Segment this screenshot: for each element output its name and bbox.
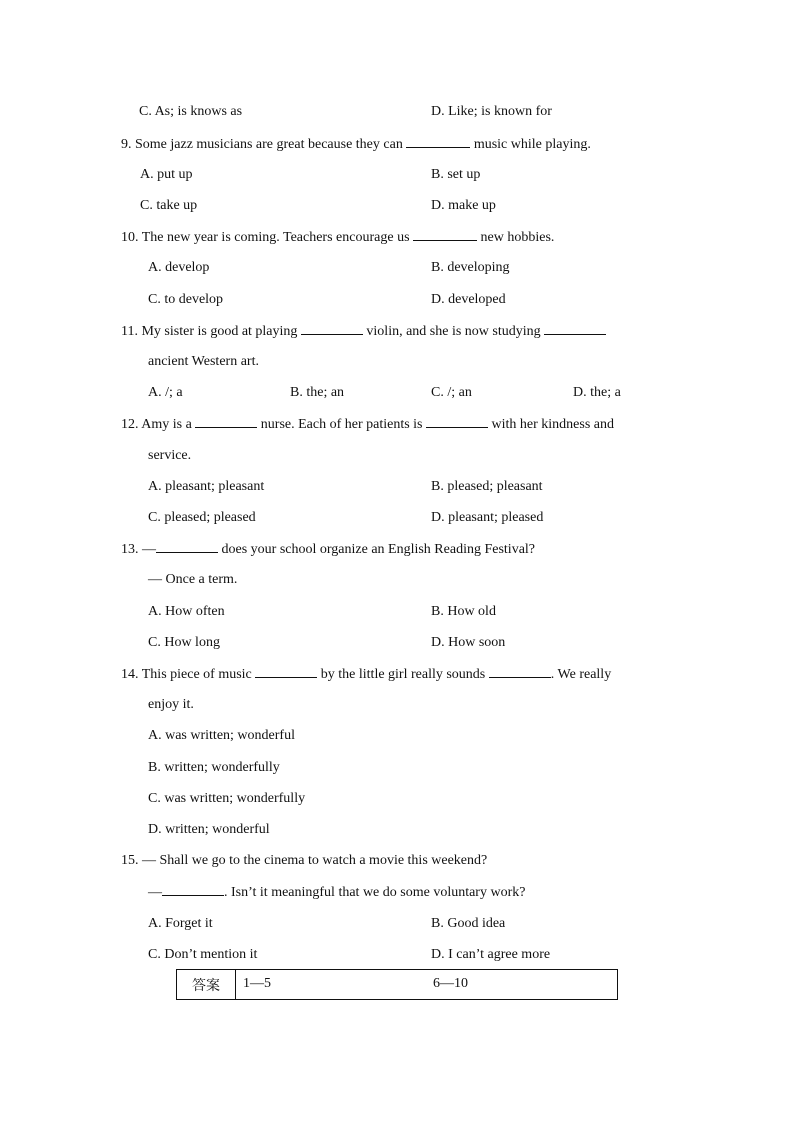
q14-stem xyxy=(121,665,611,684)
q9-stem xyxy=(121,135,591,154)
q9-option-d: D. make up xyxy=(431,198,496,213)
q13-option-d: D. How soon xyxy=(431,635,506,650)
q9-option-c: C. take up xyxy=(140,198,198,213)
q12-stem-line2: service. xyxy=(148,448,192,463)
q15-blank xyxy=(162,883,224,896)
q10-stem-text-end: new hobbies. xyxy=(480,230,555,245)
q11-blank-1 xyxy=(301,322,363,335)
q14-stem-text-2: by the little girl really sounds xyxy=(320,667,486,682)
q10-stem-text: 10. The new year is coming. Teachers encourage us xyxy=(121,230,410,245)
q11-option-d: D. the; a xyxy=(573,385,621,400)
q14-blank-1 xyxy=(255,665,317,678)
q11-option-a: A. /; a xyxy=(148,385,183,400)
q14-option-c: C. was written; wonderfully xyxy=(148,791,306,806)
q10-option-b: B. developing xyxy=(431,260,510,275)
q11-option-c: C. /; an xyxy=(431,385,472,400)
q12-option-c: C. pleased; pleased xyxy=(148,510,256,525)
answer-table-label: 答案 xyxy=(177,970,236,999)
q15-reply xyxy=(148,883,525,902)
q10-option-a: A. develop xyxy=(148,260,210,275)
q14-blank-2 xyxy=(489,665,551,678)
q15-option-a: A. Forget it xyxy=(148,916,213,931)
q10-option-d: D. developed xyxy=(431,292,506,307)
q12-option-b: B. pleased; pleasant xyxy=(431,479,543,494)
q15-option-b: B. Good idea xyxy=(431,916,506,931)
q8-option-c: C. As; is knows as xyxy=(139,104,243,119)
q11-option-b: B. the; an xyxy=(290,385,345,400)
q15-option-d: D. I can’t agree more xyxy=(431,947,551,962)
q14-stem-line2: enjoy it. xyxy=(148,697,194,712)
q13-stem-text-2: does your school organize an English Reading Festival? xyxy=(221,542,536,557)
q9-stem-text-end: music while playing. xyxy=(473,137,591,152)
q13-blank xyxy=(156,540,218,553)
q12-stem-text-3: with her kindness and xyxy=(491,417,614,432)
q13-reply: — Once a term. xyxy=(148,572,238,587)
answer-range-1-5: 1—5 xyxy=(243,976,271,991)
q12-blank-1 xyxy=(195,415,257,428)
q15-reply-text: . Isn’t it meaningful that we do some voluntary work? xyxy=(224,885,526,900)
q8-option-d: D. Like; is known for xyxy=(431,104,552,119)
q12-stem xyxy=(121,415,614,434)
q12-option-a: A. pleasant; pleasant xyxy=(148,479,265,494)
q14-option-a: A. was written; wonderful xyxy=(148,728,295,743)
q15-stem: 15. — Shall we go to the cinema to watch a movie this weekend? xyxy=(121,853,488,868)
answer-table xyxy=(176,969,618,1000)
q13-option-b: B. How old xyxy=(431,604,496,619)
q13-stem xyxy=(121,540,535,559)
q15-reply-dash: — xyxy=(148,885,162,900)
q11-stem-text: 11. My sister is good at playing xyxy=(121,324,298,339)
q11-blank-2 xyxy=(544,322,606,335)
q13-stem-text: 13. — xyxy=(121,542,156,557)
q9-option-a: A. put up xyxy=(140,167,193,182)
q15-option-c: C. Don’t mention it xyxy=(148,947,258,962)
q14-stem-text: 14. This piece of music xyxy=(121,667,252,682)
q13-option-a: A. How often xyxy=(148,604,225,619)
q13-option-c: C. How long xyxy=(148,635,220,650)
q11-stem xyxy=(121,322,606,341)
q12-blank-2 xyxy=(426,415,488,428)
q11-stem-line2: ancient Western art. xyxy=(148,354,259,369)
q14-option-d: D. written; wonderful xyxy=(148,822,270,837)
q14-stem-text-3: . We really xyxy=(550,667,612,682)
q10-option-c: C. to develop xyxy=(148,292,224,307)
q11-stem-text-2: violin, and she is now studying xyxy=(366,324,541,339)
answer-range-6-10: 6—10 xyxy=(433,976,468,991)
q9-stem-text: 9. Some jazz musicians are great because they can xyxy=(121,137,403,152)
q9-blank xyxy=(406,135,470,148)
q14-option-b: B. written; wonderfully xyxy=(148,760,280,775)
q10-blank xyxy=(413,228,477,241)
q10-stem xyxy=(121,228,554,247)
q12-stem-text-2: nurse. Each of her patients is xyxy=(260,417,423,432)
q12-option-d: D. pleasant; pleased xyxy=(431,510,544,525)
q12-stem-text: 12. Amy is a xyxy=(121,417,192,432)
q9-option-b: B. set up xyxy=(431,167,481,182)
